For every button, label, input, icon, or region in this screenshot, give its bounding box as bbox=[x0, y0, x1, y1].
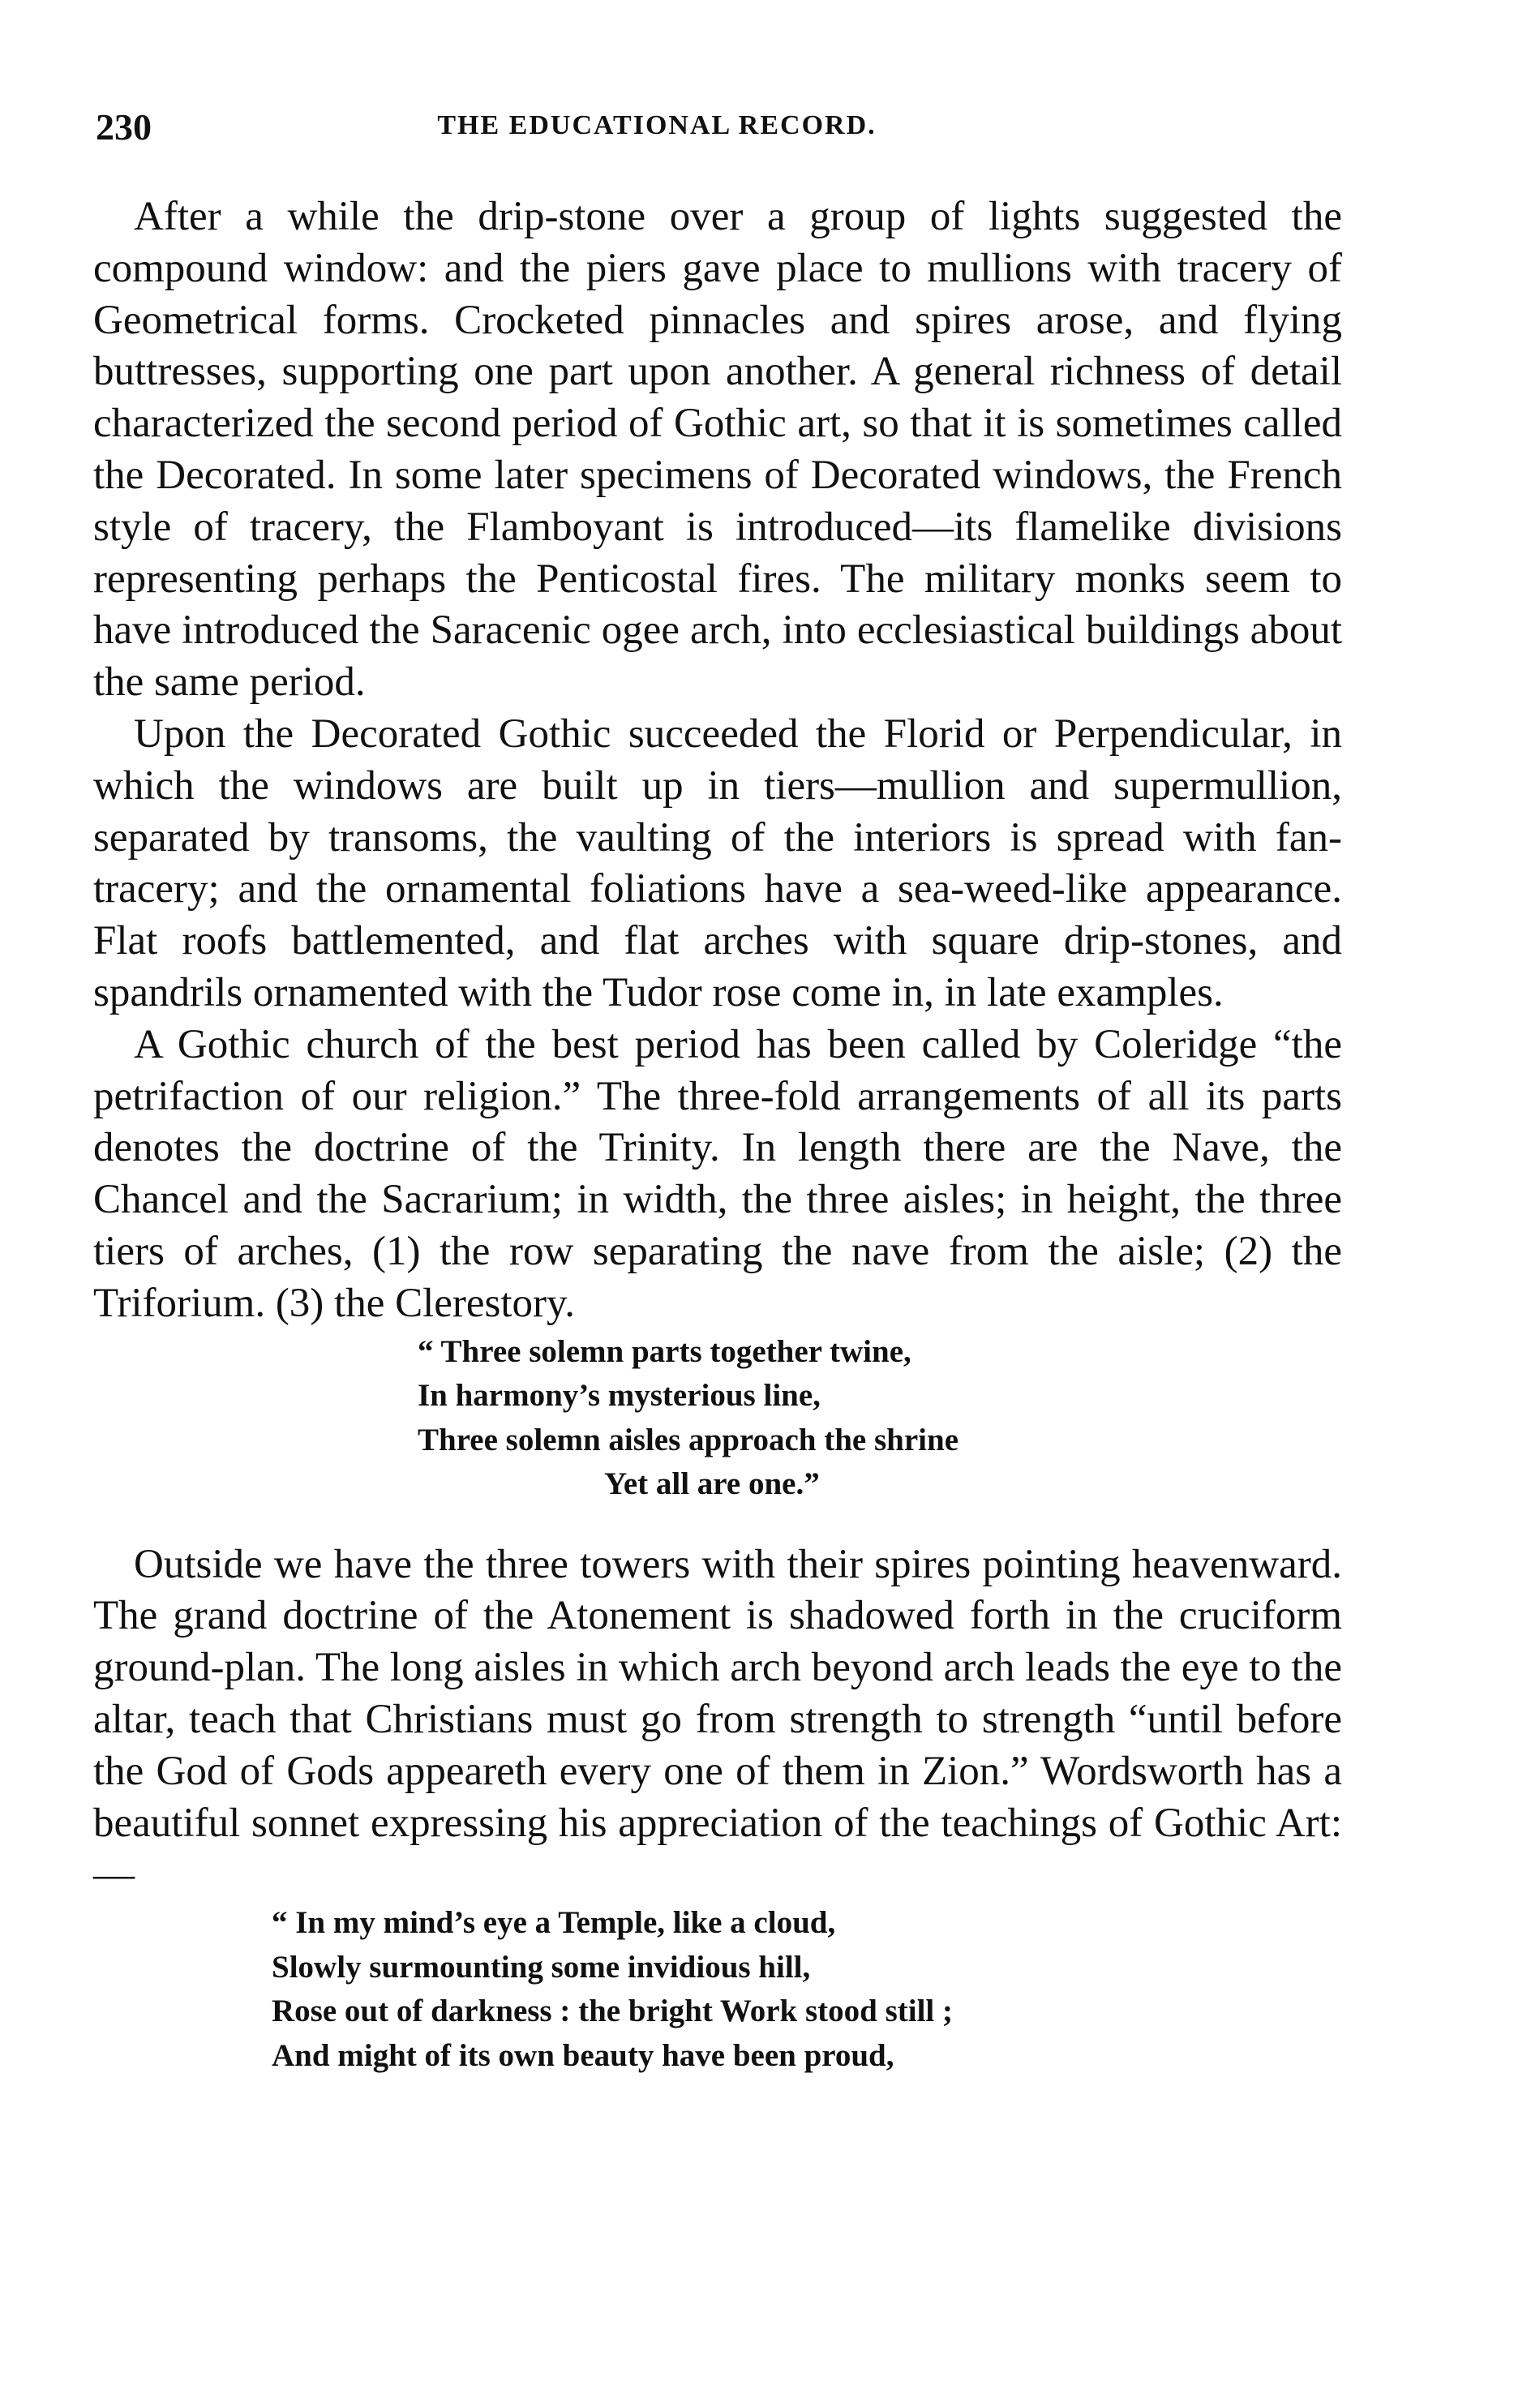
verse-quote-trinity bbox=[418, 1330, 1342, 1507]
verse-quote-wordsworth bbox=[272, 1901, 1342, 2078]
verse-line: Slowly surmounting some invidious hill, bbox=[272, 1949, 811, 1985]
verse-line: “ Three solemn parts together twine, bbox=[418, 1333, 911, 1369]
verse-line: “ In my mind’s eye a Temple, like a cloud, bbox=[272, 1905, 836, 1941]
paragraph-perpendicular-gothic: Upon the Decorated Gothic succeeded the Florid or Perpendicular, in which the windows are built up in tiers—mullion and supermullion, separated by transoms, the vaulting of the interiors is spread with fan-tracery; and the ornamental foliations have a sea-weed-like appearance. Flat roofs battlemented, and flat arches with square drip-stones, and spandrils ornamented with the Tudor rose come in, in late examples. bbox=[93, 710, 1342, 1015]
verse-line: Yet all are one.” bbox=[604, 1466, 820, 1502]
verse-line: And might of its own beauty have been proud, bbox=[272, 2037, 894, 2073]
paragraph-decorated-gothic: After a while the drip-stone over a group of lights suggested the compound window: and the piers gave place to mullions with tracery of Geometrical forms. Crocketed pinnacles and spires arose, and flying buttresses, supporting one part upon another. A general richness of detail characterized the second period of Gothic art, so that it is sometimes called the Decorated. In some later specimens of Decorated windows, the French style of tracery, the Flamboyant is introduced—its flamelike divisions representing perhaps the Penticostal fires. The military monks seem to have introduced the Saracenic ogee arch, into ecclesiastical buildings about the same period. bbox=[93, 194, 1342, 706]
paragraph-outside-towers: Outside we have the three towers with their spires pointing heavenward. The grand doctrine of the Atonement is shadowed forth in the cruciform ground-plan. The long aisles in which arch beyond arch leads the eye to the altar, teach that Christians must go from strength to strength “until before the God of Gods appeareth every one of them in Zion.” Wordsworth has a beautiful sonnet expressing his appreciation of the teachings of Gothic Art:— bbox=[93, 1541, 1342, 1898]
verse-line: Rose out of darkness : the bright Work stood still ; bbox=[272, 1994, 954, 2029]
body-text bbox=[93, 191, 1342, 2078]
verse-line: Three solemn aisles approach the shrine bbox=[418, 1422, 958, 1457]
running-title: THE EDUCATIONAL RECORD. bbox=[437, 110, 877, 140]
page-number: 230 bbox=[96, 106, 152, 148]
page-header bbox=[89, 105, 1354, 154]
verse-line: In harmony’s mysterious line, bbox=[418, 1378, 821, 1414]
paragraph-gothic-church: A Gothic church of the best period has been called by Coleridge “the petrifaction of our religion.” The three-fold arrangements of all its parts denotes the doctrine of the Trinity. In length there are the Nave, the Chancel and the Sacrarium; in width, the three aisles; in height, the three tiers of arches, (1) the row separating the nave from the aisle; (2) the Triforium. (3) the Clerestory. bbox=[93, 1021, 1342, 1326]
